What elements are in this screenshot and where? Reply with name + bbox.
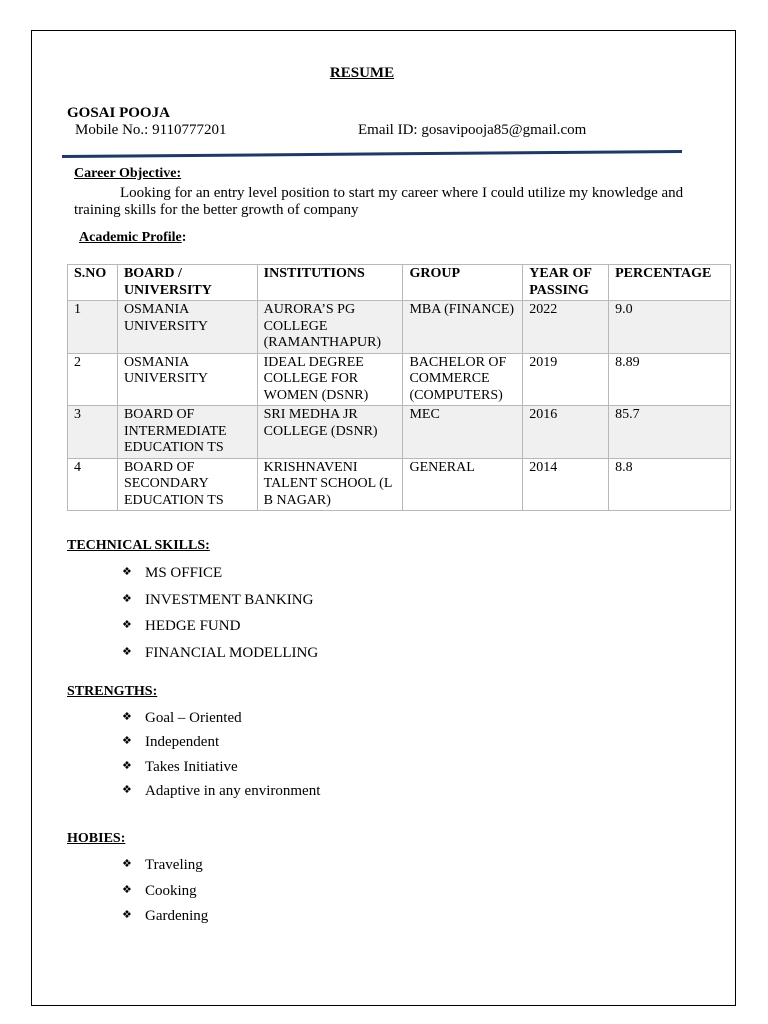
cell-year: 2019	[523, 353, 609, 406]
hobby-label: Cooking	[145, 882, 197, 899]
academic-profile-colon: :	[181, 230, 187, 245]
hobbies-heading: HOBIES:	[67, 831, 126, 846]
list-item	[122, 710, 320, 734]
career-objective-heading: Career Objective:	[74, 166, 182, 181]
diamond-bullet-icon: ❖	[122, 644, 132, 658]
strengths-heading: STRENGTHS:	[67, 684, 158, 699]
cell-institution: KRISHNAVENI TALENT SCHOOL (L B NAGAR)	[257, 458, 403, 511]
cell-percentage: 8.89	[609, 353, 731, 406]
list-item	[122, 592, 318, 619]
cell-board: BOARD OF INTERMEDIATE EDUCATION TS	[117, 406, 257, 459]
list-item	[122, 565, 318, 592]
list-item	[122, 645, 318, 672]
academic-table	[67, 264, 731, 511]
cell-board: OSMANIA UNIVERSITY	[117, 353, 257, 406]
skill-label: INVESTMENT BANKING	[145, 591, 314, 608]
skill-label: HEDGE FUND	[145, 618, 241, 634]
list-item	[122, 734, 320, 758]
cell-year: 2016	[523, 406, 609, 459]
diamond-bullet-icon: ❖	[122, 710, 132, 723]
cell-sno: 1	[68, 301, 118, 354]
skill-label: FINANCIAL MODELLING	[145, 644, 319, 661]
cell-board: OSMANIA UNIVERSITY	[117, 301, 257, 354]
academic-profile-heading	[79, 230, 186, 246]
list-item	[122, 759, 320, 783]
diamond-bullet-icon: ❖	[122, 782, 132, 796]
strength-label: Takes Initiative	[145, 758, 238, 775]
col-header-percentage: PERCENTAGE	[609, 265, 731, 301]
cell-institution: AURORA’S PG COLLEGE (RAMANTHAPUR)	[257, 301, 403, 354]
col-header-group: GROUP	[403, 265, 523, 301]
table-row	[68, 458, 731, 511]
career-objective-text: Looking for an entry level position to start my career where I could utilize my knowledge and training skills for the better growth of company	[74, 185, 684, 218]
strength-label: Goal – Oriented	[145, 710, 242, 726]
strength-label: Adaptive in any environment	[145, 782, 321, 799]
list-item	[122, 857, 208, 883]
diamond-bullet-icon: ❖	[122, 758, 132, 772]
diamond-bullet-icon: ❖	[122, 734, 132, 748]
cell-group: GENERAL	[403, 458, 523, 511]
cell-group: MEC	[403, 406, 523, 459]
mobile-number: Mobile No.: 9110777201	[75, 122, 227, 138]
cell-group: MBA (FINANCE)	[403, 301, 523, 354]
list-item	[122, 618, 318, 645]
header-divider	[62, 148, 682, 158]
table-row	[68, 353, 731, 406]
cell-year: 2022	[523, 301, 609, 354]
cell-institution: SRI MEDHA JR COLLEGE (DSNR)	[257, 406, 403, 459]
table-row	[68, 301, 731, 354]
diamond-bullet-icon: ❖	[122, 591, 132, 605]
cell-institution: IDEAL DEGREE COLLEGE FOR WOMEN (DSNR)	[257, 353, 403, 406]
candidate-name: GOSAI POOJA	[67, 105, 170, 121]
cell-sno: 2	[68, 353, 118, 406]
cell-group: BACHELOR OF COMMERCE (COMPUTERS)	[403, 353, 523, 406]
cell-percentage: 9.0	[609, 301, 731, 354]
cell-percentage: 85.7	[609, 406, 731, 459]
email-address: Email ID: gosavipooja85@gmail.com	[358, 122, 587, 138]
hobbies-list	[122, 857, 208, 934]
table-row	[68, 406, 731, 459]
list-item	[122, 908, 208, 934]
academic-profile-label: Academic Profile	[79, 230, 182, 245]
diamond-bullet-icon: ❖	[122, 565, 132, 578]
skill-label: MS OFFICE	[145, 565, 223, 581]
strength-label: Independent	[145, 734, 220, 751]
col-header-year: YEAR OF PASSING	[523, 265, 609, 301]
cell-sno: 3	[68, 406, 118, 459]
cell-year: 2014	[523, 458, 609, 511]
technical-skills-heading: TECHNICAL SKILLS:	[67, 538, 210, 553]
hobby-label: Gardening	[145, 908, 209, 924]
diamond-bullet-icon: ❖	[122, 618, 132, 631]
strengths-list	[122, 710, 320, 807]
cell-sno: 4	[68, 458, 118, 511]
col-header-board: BOARD / UNIVERSITY	[117, 265, 257, 301]
technical-skills-list	[122, 565, 318, 671]
col-header-sno: S.NO	[68, 265, 118, 301]
list-item	[122, 883, 208, 909]
document-title: RESUME	[329, 65, 395, 81]
hobby-label: Traveling	[145, 857, 203, 873]
cell-percentage: 8.8	[609, 458, 731, 511]
list-item	[122, 783, 320, 807]
diamond-bullet-icon: ❖	[122, 908, 132, 921]
cell-board: BOARD OF SECONDARY EDUCATION TS	[117, 458, 257, 511]
col-header-institutions: INSTITUTIONS	[257, 265, 403, 301]
table-header-row	[68, 265, 731, 301]
diamond-bullet-icon: ❖	[122, 882, 132, 896]
diamond-bullet-icon: ❖	[122, 857, 132, 870]
